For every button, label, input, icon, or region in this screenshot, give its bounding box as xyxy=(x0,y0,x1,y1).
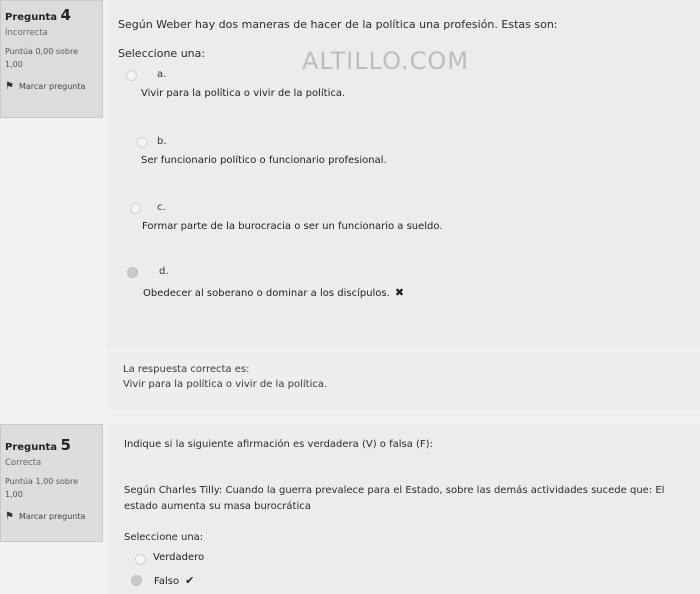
question-grade xyxy=(5,45,98,71)
grade-line-1: Puntúa 0,00 sobre xyxy=(5,47,79,56)
question-5-content xyxy=(107,424,700,594)
grade-line-1: Puntúa 1,00 sobre xyxy=(5,477,79,486)
watermark: ALTILLO.COM xyxy=(302,47,470,75)
flag-label: Marcar pregunta xyxy=(18,82,86,91)
option-letter: b. xyxy=(157,136,167,147)
flag-icon: ⚑ xyxy=(5,81,14,92)
option-letter: d. xyxy=(159,266,169,277)
radio-button-selected[interactable] xyxy=(127,267,138,278)
question-state: Incorrecta xyxy=(5,28,48,38)
grade-line-2: 1,00 xyxy=(5,490,23,499)
option-text: Ser funcionario político o funcionario profesional. xyxy=(141,155,387,166)
radio-button-selected[interactable] xyxy=(131,575,142,586)
feedback-title: La respuesta correcta es: xyxy=(123,364,250,375)
option-text-with-mark xyxy=(154,574,194,587)
option-letter: a. xyxy=(157,69,167,80)
grade-line-2: 1,00 xyxy=(5,60,23,69)
question-state: Correcta xyxy=(5,458,42,468)
flag-icon: ⚑ xyxy=(5,511,14,522)
select-prompt: Seleccione una: xyxy=(124,532,204,543)
option-text: Verdadero xyxy=(153,552,205,563)
select-prompt: Seleccione una: xyxy=(118,47,206,60)
question-number-value: 5 xyxy=(60,436,71,454)
correct-answer-feedback xyxy=(107,352,700,410)
question-grade xyxy=(5,475,98,501)
flag-question-link[interactable] xyxy=(5,511,98,522)
flag-question-link[interactable] xyxy=(5,81,98,92)
option-text: Vivir para la política o vivir de la política. xyxy=(141,88,346,99)
radio-button[interactable] xyxy=(137,137,148,148)
question-5-info xyxy=(0,424,103,542)
incorrect-icon: ✖ xyxy=(394,286,405,299)
question-4-info xyxy=(0,0,103,118)
radio-button[interactable] xyxy=(130,203,141,214)
feedback-answer: Vivir para la política o vivir de la política. xyxy=(123,379,328,390)
question-number xyxy=(5,6,98,24)
option-text: Falso xyxy=(154,576,180,587)
question-statement: Según Charles Tilly: Cuando la guerra prevalece para el Estado, sobre las demás actividades sucede que: El estado aumenta su masa burocrática xyxy=(124,485,665,512)
question-text: Según Weber hay dos maneras de hacer de la política una profesión. Estas son: xyxy=(118,18,558,31)
question-label: Pregunta xyxy=(5,12,57,23)
radio-button[interactable] xyxy=(126,70,137,81)
question-number xyxy=(5,436,98,454)
question-instruction: Indique si la siguiente afirmación es verdadera (V) o falsa (F): xyxy=(124,439,433,450)
correct-check-icon: ✔ xyxy=(185,574,195,587)
option-text: Obedecer al soberano o dominar a los discípulos. xyxy=(143,288,390,299)
option-text-with-mark xyxy=(143,286,404,299)
flag-label: Marcar pregunta xyxy=(18,512,86,521)
question-label: Pregunta xyxy=(5,442,57,453)
question-number-value: 4 xyxy=(60,6,71,24)
option-text: Formar parte de la burocracia o ser un funcionario a sueldo. xyxy=(142,221,443,232)
option-letter: c. xyxy=(157,202,166,213)
radio-button[interactable] xyxy=(135,554,146,565)
